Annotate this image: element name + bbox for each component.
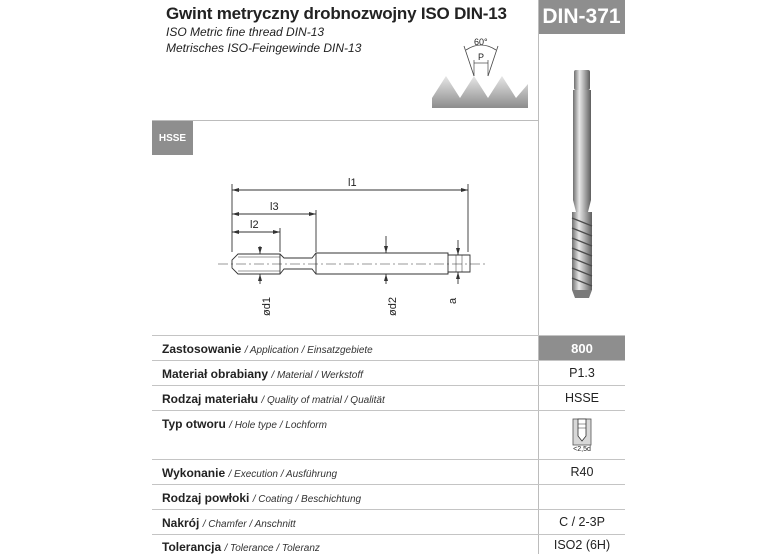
row-value: ISO2 (6H) — [553, 538, 611, 552]
row-label: Tolerancja — [162, 540, 222, 554]
material-tag: HSSE — [152, 121, 193, 155]
dimension-l3: l3 — [270, 201, 279, 213]
subtitle-german: Metrisches ISO-Feingewinde DIN-13 — [166, 41, 362, 55]
row-label: Rodzaj materiału — [162, 392, 259, 406]
row-sublabel: Quality of matrial / Qualität — [266, 395, 385, 406]
table-row-execution: Wykonanie / Execution / Ausführung R40 — [152, 459, 625, 484]
thread-profile-diagram — [430, 36, 530, 112]
row-value: P1.3 — [569, 366, 595, 380]
row-label: Nakrój — [162, 516, 200, 530]
row-value: 800 — [539, 336, 625, 360]
table-row-coating: Rodzaj powłoki / Coating / Beschichtung — [152, 484, 625, 509]
blind-hole-icon — [572, 418, 592, 446]
dimension-d1: ød1 — [261, 297, 273, 316]
hole-depth-note: <2,5d — [573, 445, 591, 453]
subtitle-english: ISO Metric fine thread DIN-13 — [166, 25, 325, 39]
dimension-l1: l1 — [348, 177, 357, 189]
table-row-quality: Rodzaj materiału / Quality of matrial / Qualität HSSE — [152, 385, 625, 410]
dimension-a: a — [447, 297, 459, 304]
tap-technical-drawing — [200, 170, 500, 320]
row-value — [539, 411, 625, 459]
thread-teeth — [432, 76, 528, 108]
table-row-tolerance: Tolerancja / Tolerance / Toleranz ISO2 (6H) — [152, 534, 625, 555]
row-label: Typ otworu — [162, 417, 226, 431]
dimension-l2: l2 — [250, 219, 259, 231]
table-row-application: Zastosowanie / Application / Einsatzgebiete 800 — [152, 335, 625, 360]
page-title: Gwint metryczny drobnozwojny ISO DIN-13 — [166, 4, 507, 23]
table-row-chamfer: Nakrój / Chamfer / Anschnitt C / 2-3P — [152, 509, 625, 534]
table-row-material: Materiał obrabiany / Material / Werkstoff P1.3 — [152, 360, 625, 385]
din-badge: DIN-371 — [538, 0, 625, 34]
angle-label: 60° — [474, 37, 488, 47]
row-sublabel: Hole type / Lochform — [234, 420, 327, 431]
row-label: Zastosowanie — [162, 342, 242, 356]
section-divider — [152, 120, 538, 121]
tap-product-image — [562, 66, 602, 302]
dimension-d2: ød2 — [387, 297, 399, 316]
row-sublabel: Coating / Beschichtung — [258, 494, 362, 505]
row-label: Materiał obrabiany — [162, 367, 269, 381]
row-label: Wykonanie — [162, 466, 226, 480]
row-value: C / 2-3P — [559, 515, 605, 529]
table-row-hole-type: Typ otworu / Hole type / Lochform <2,5d — [152, 410, 625, 459]
row-sublabel: Material / Werkstoff — [276, 370, 363, 381]
row-sublabel: Tolerance / Toleranz — [230, 543, 320, 554]
row-sublabel: Chamfer / Anschnitt — [208, 519, 296, 530]
row-value: HSSE — [564, 391, 600, 405]
row-sublabel: Execution / Ausführung — [234, 469, 338, 480]
row-label: Rodzaj powłoki — [162, 491, 250, 505]
pitch-label: P — [478, 52, 485, 62]
row-value — [539, 485, 625, 509]
row-value: R40 — [570, 465, 594, 479]
row-sublabel: Application / Einsatzgebiete — [249, 345, 373, 356]
